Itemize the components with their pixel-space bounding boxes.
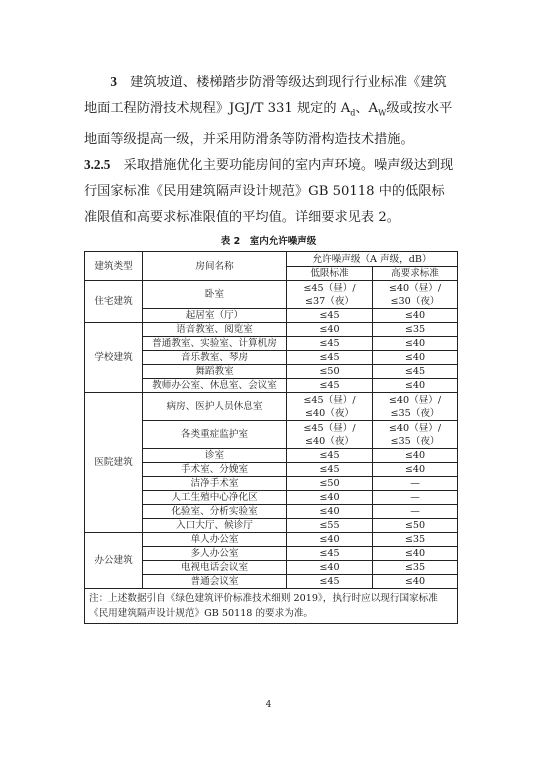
header-noise-level: 允许噪声级（A 声级，dB） [287,252,458,267]
high-value-line: — [410,492,420,503]
high-value-line: ≤35 [404,534,426,545]
high-value-line: — [410,478,420,489]
low-value-line: ≤45 [319,464,340,475]
high-value-line: ≤40 [404,548,426,559]
high-value-cell [373,575,458,589]
low-value-line: ≤37（夜） [304,295,355,307]
building-type-cell: 住宅建筑 [85,281,143,323]
high-value-cell [373,463,458,477]
high-value-cell [373,365,458,379]
high-value-line: ≤35 [404,324,426,335]
high-value-line: ≤40 [404,338,426,349]
low-value-cell [287,449,373,463]
high-value-cell [373,379,458,393]
high-value-line: ≤40 [404,576,426,587]
high-value-cell [373,281,458,309]
clause-number: 3 [110,74,117,89]
high-value-cell [373,309,458,323]
header-room-name: 房间名称 [143,252,287,281]
low-value-cell [287,393,373,421]
room-name-cell: 卧室 [143,281,287,309]
clause-text-b: 、A [355,101,379,116]
low-value-line: ≤45（昼）/ [303,422,356,434]
low-value-cell [287,309,373,323]
low-value-line: ≤45 [319,450,340,461]
high-value-line: ≤40 [404,464,426,475]
high-value-cell [373,477,458,491]
low-value-cell [287,575,373,589]
room-name-cell: 洁净手术室 [143,477,287,491]
high-value-line: ≤40 [404,380,426,391]
high-value-line: ≤45 [404,366,426,377]
high-value-cell [373,533,458,547]
high-value-line: ≤35（夜） [390,435,440,447]
clause-number: 3.2.5 [84,157,111,172]
low-value-cell [287,337,373,351]
high-value-line: ≤40（昼）/ [388,282,442,294]
high-value-cell [373,505,458,519]
table-row [85,533,458,547]
high-value-line: ≤40（昼）/ [388,422,442,434]
low-value-line: ≤40 [319,492,340,503]
table-row [85,393,458,421]
high-value-cell [373,323,458,337]
high-value-cell [373,421,458,449]
room-name-cell: 音乐教室、琴房 [143,351,287,365]
high-value-cell [373,561,458,575]
low-value-cell [287,365,373,379]
high-value-line: ≤50 [404,520,426,531]
room-name-cell: 舞蹈教室 [143,365,287,379]
clause-text: 建筑坡道、楼梯踏步防滑等级达到现行行业标准《建筑地面工程防滑技术规程》JGJ/T 331 规定的 A [84,75,447,116]
room-name-cell: 多人办公室 [143,547,287,561]
room-name-cell: 人工生殖中心净化区 [143,491,287,505]
clause-text: 采取措施优化主要功能房间的室内声环境。噪声级达到现行国家标准《民用建筑隔声设计规范》GB 50118 中的低限标准限值和高要求标准限值的平均值。详细要求见表 2。 [84,158,454,225]
low-value-line: ≤40 [319,562,340,573]
low-value-line: ≤40 [319,534,340,545]
room-name-cell: 诊室 [143,449,287,463]
room-name-cell: 普通教室、实验室、计算机房 [143,337,287,351]
low-value-cell [287,323,373,337]
low-value-line: ≤45 [319,380,340,391]
room-name-cell: 各类重症监护室 [143,421,287,449]
low-value-line: ≤45（昼）/ [303,394,356,406]
low-value-cell [287,463,373,477]
low-value-cell [287,281,373,309]
room-name-cell: 手术室、分娩室 [143,463,287,477]
low-value-line: ≤50 [319,478,340,489]
room-name-cell: 语音教室、阅览室 [143,323,287,337]
building-type-cell: 学校建筑 [85,323,143,393]
low-value-line: ≤50 [319,366,340,377]
header-high-standard: 高要求标准 [373,267,458,281]
table-note: 注：上述数据引自《绿色建筑评价标准技术细则 2019》，执行时应以现行国家标准《民用建筑隔声设计规范》GB 50118 的要求为准。 [85,589,458,624]
table-caption: 表 2 室内允许噪声级 [220,236,317,247]
low-value-cell [287,379,373,393]
building-type-cell: 办公建筑 [85,533,143,589]
clause-text-c: 级或按水平地面等级提高一级，并采用防滑条等防滑构造技术措施。 [84,101,453,147]
high-value-cell [373,393,458,421]
page-number: 4 [265,700,272,710]
low-value-line: ≤45 [319,338,340,349]
low-value-line: ≤45（昼）/ [303,282,356,294]
header-building-type: 建筑类型 [85,252,143,281]
high-value-cell [373,491,458,505]
room-name-cell: 教师办公室、休息室、会议室 [143,379,287,393]
low-value-line: ≤40（夜） [304,407,355,419]
high-value-line: ≤30（夜） [390,295,440,307]
low-value-cell [287,505,373,519]
room-name-cell: 单人办公室 [143,533,287,547]
low-value-cell [287,547,373,561]
low-value-line: ≤45 [319,310,340,321]
room-name-cell: 起居室（厅） [143,309,287,323]
low-value-line: ≤45 [319,352,340,363]
low-value-cell [287,519,373,533]
low-value-cell [287,491,373,505]
noise-table [84,251,458,624]
high-value-line: ≤40 [404,310,426,321]
high-value-cell [373,547,458,561]
high-value-cell [373,351,458,365]
high-value-line: ≤35（夜） [390,407,440,419]
low-value-cell [287,533,373,547]
high-value-cell [373,519,458,533]
high-value-line: ≤35 [404,562,426,573]
subscript-d: d [350,108,356,118]
room-name-cell: 普通会议室 [143,575,287,589]
low-value-line: ≤40 [319,324,340,335]
low-value-cell [287,561,373,575]
header-low-standard: 低限标准 [287,267,373,281]
table-body [85,281,458,589]
low-value-line: ≤55 [319,520,340,531]
high-value-cell [373,449,458,463]
low-value-line: ≤45 [319,548,340,559]
low-value-cell [287,477,373,491]
high-value-line: ≤40 [404,352,426,363]
table-row [85,281,458,309]
room-name-cell: 化验室、分析实验室 [143,505,287,519]
low-value-cell [287,421,373,449]
room-name-cell: 入口大厅、候诊厅 [143,519,287,533]
high-value-cell [373,337,458,351]
low-value-line: ≤40 [319,506,340,517]
low-value-line: ≤40（夜） [304,435,355,447]
paragraph-acoustic [84,152,456,231]
room-name-cell: 病房、医护人员休息室 [143,393,287,421]
low-value-line: ≤45 [319,576,340,587]
high-value-line: — [410,506,420,517]
table-row [85,323,458,337]
subscript-w: W [378,108,387,118]
high-value-line: ≤40 [404,450,426,461]
low-value-cell [287,351,373,365]
building-type-cell: 医院建筑 [85,393,143,533]
room-name-cell: 电视电话会议室 [143,561,287,575]
paragraph-anti-slip [84,69,456,153]
high-value-line: ≤40（昼）/ [388,394,442,406]
